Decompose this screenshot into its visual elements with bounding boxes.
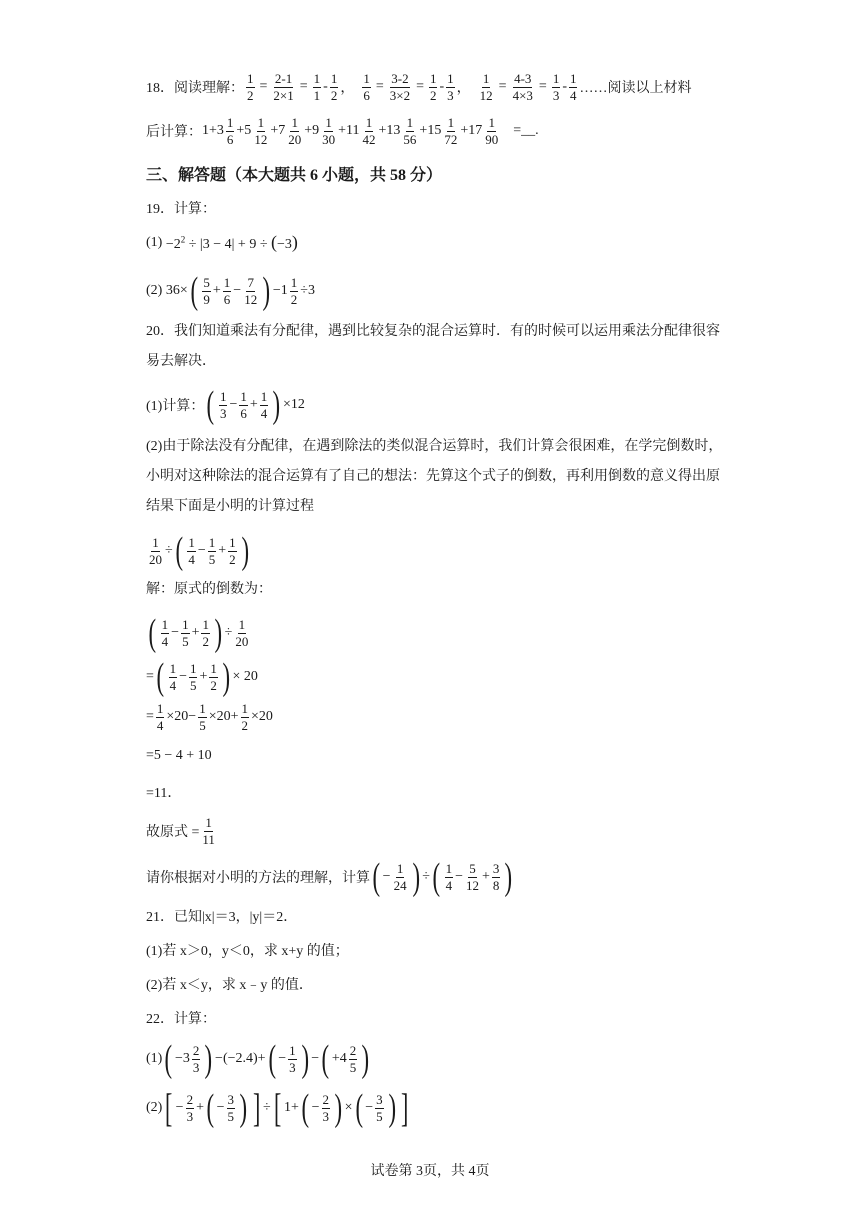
q20-part2: (2)由于除法没有分配律，在遇到除法的类似混合运算时，我们计算会很困难，在学完倒数时，小明对这种除法的混合运算有了自己的想法：先算这个式子的倒数，再利用倒数的意义得出原结果下面是小明的计算过程 bbox=[146, 439, 723, 514]
q18-number: 18． bbox=[146, 81, 174, 97]
q20-part1: (1)计算： ( $\frac{1}{3}$ − $\frac{1}{6}$ + $\frac{1}{4}$ ) ×12 bbox=[146, 384, 305, 426]
q19-part2: (2) 36× ( $\frac{5}{9}$ + $\frac{1}{6}$ − $\frac{7}{12}$ ) −1 $\frac{1}{2}$ ÷3 bbox=[146, 270, 315, 312]
q21-part1: (1)若 x＞0，y＜0，求 x+y 的值； bbox=[146, 944, 349, 959]
q22-p1-label: (1) bbox=[146, 1051, 163, 1066]
q20-step2: = ( $\frac{1}{4}$ − $\frac{1}{5}$ + $\frac{1}{2}$ ) × 20 bbox=[146, 656, 258, 698]
q18-lead: 阅读理解： bbox=[174, 81, 244, 97]
page-footer: 试卷第 3页，共 4页 bbox=[370, 1164, 490, 1179]
q20-solution-label: 解：原式的倒数为： bbox=[146, 582, 272, 597]
q20-conclusion: 故原式 = $\frac{1}{11}$ bbox=[146, 815, 215, 847]
q18-line2: 后计算： 1+3 $\frac{1}{6}$ +5 $\frac{1}{12}$ +7 $\frac{1}{20}$ +9 $\frac{1}{30}$ +11 $\frac{1}{42}$ +13 $\frac{1}{56}$ +15 $\frac{1}{72}$ +17 $\frac{1}{90}$ =__. bbox=[146, 115, 539, 147]
q20-conclusion-prefix: 故原式 = bbox=[146, 825, 200, 841]
q19-p1-label: (1) bbox=[146, 234, 163, 250]
q20-p1-label: (1)计算： bbox=[146, 399, 205, 414]
q18-tail1: ……阅读以上材料 bbox=[579, 81, 692, 97]
q18-tail2-prefix: 后计算： bbox=[146, 125, 202, 141]
q20-ask-text: 请你根据对小明的方法的理解，计算 bbox=[146, 871, 370, 886]
q19-number: 19．计算： bbox=[146, 202, 216, 217]
q19-p2-label: (2) bbox=[146, 283, 163, 298]
fraction: $\frac{2-1}{2\times 1}$ bbox=[273, 71, 294, 103]
q21-part2: (2)若 x＜y，求 x﹣y 的值． bbox=[146, 978, 313, 993]
q22-part1: (1) ( −3 $\frac{2}{3}$ ) −(−2.4)+ ( − $\frac{1}{3}$ ) − ( +4 $\frac{2}{5}$ ) bbox=[146, 1038, 370, 1080]
q20-intro: 20．我们知道乘法有分配律，遇到比较复杂的混合运算时．有的时候可以运用乘法分配律很容易去解决． bbox=[146, 324, 720, 369]
q20-step3: =5 − 4 + 10 bbox=[146, 748, 212, 763]
q20-step4: =11． bbox=[146, 786, 182, 801]
section-title: 三、解答题（本大题共 6 小题，共 58 分） bbox=[146, 167, 443, 184]
q22-number: 22．计算： bbox=[146, 1012, 216, 1027]
q20-expression: $\frac{1}{20}$ ÷ ( $\frac{1}{4}$ − $\frac{1}{5}$ + $\frac{1}{2}$ ) bbox=[149, 530, 249, 572]
q22-part2: (2) [ − $\frac{2}{3}$ + ( − $\frac{3}{5}$ ) ] ÷ [ 1+ ( − $\frac{2}{3}$ ) × ( − $\frac{3}{5}$ ) ] bbox=[146, 1085, 409, 1130]
q21-stem: 21．已知|x|＝3，|y|＝2． bbox=[146, 910, 298, 925]
q19-part1: (1) $-2^2 \div |3 - 4| + 9 \div (-3)$ bbox=[146, 232, 298, 252]
fraction: $\frac{1}{1}$ bbox=[313, 71, 321, 103]
q20-ask: 请你根据对小明的方法的理解，计算 ( − $\frac{1}{24}$ ) ÷ ( $\frac{1}{4}$ − $\frac{5}{12}$ + $\frac{3}{8}$ ) bbox=[146, 856, 513, 898]
q18-line1: 18． 阅读理解： $\frac{1}{2}$ = $\frac{2-1}{2\times 1}$ = $\frac{1}{1}$ - $\frac{1}{2}$ ， $\frac{1}{6}$ = $\frac{3-2}{3\times 2}$ = $\frac{1}{2}$ - $\frac{1}{3}$ ， $\frac{1}{12}$ = $\frac{4-3}{4\times 3}$ = $\frac{1}{3}$ - $\frac{1}{4}$ ……阅读以上材料 bbox=[146, 71, 692, 103]
q18-answer-blank: =__. bbox=[513, 123, 539, 139]
q22-p2-label: (2) bbox=[146, 1100, 163, 1115]
q20-step1: ( $\frac{1}{4}$ − $\frac{1}{5}$ + $\frac{1}{2}$ ) ÷ $\frac{1}{20}$ bbox=[148, 612, 249, 654]
q20-step2b: = $\frac{1}{4}$ ×20− $\frac{1}{5}$ ×20+ $\frac{1}{2}$ ×20 bbox=[146, 701, 273, 733]
fraction: $\frac{1}{2}$ bbox=[247, 71, 254, 103]
